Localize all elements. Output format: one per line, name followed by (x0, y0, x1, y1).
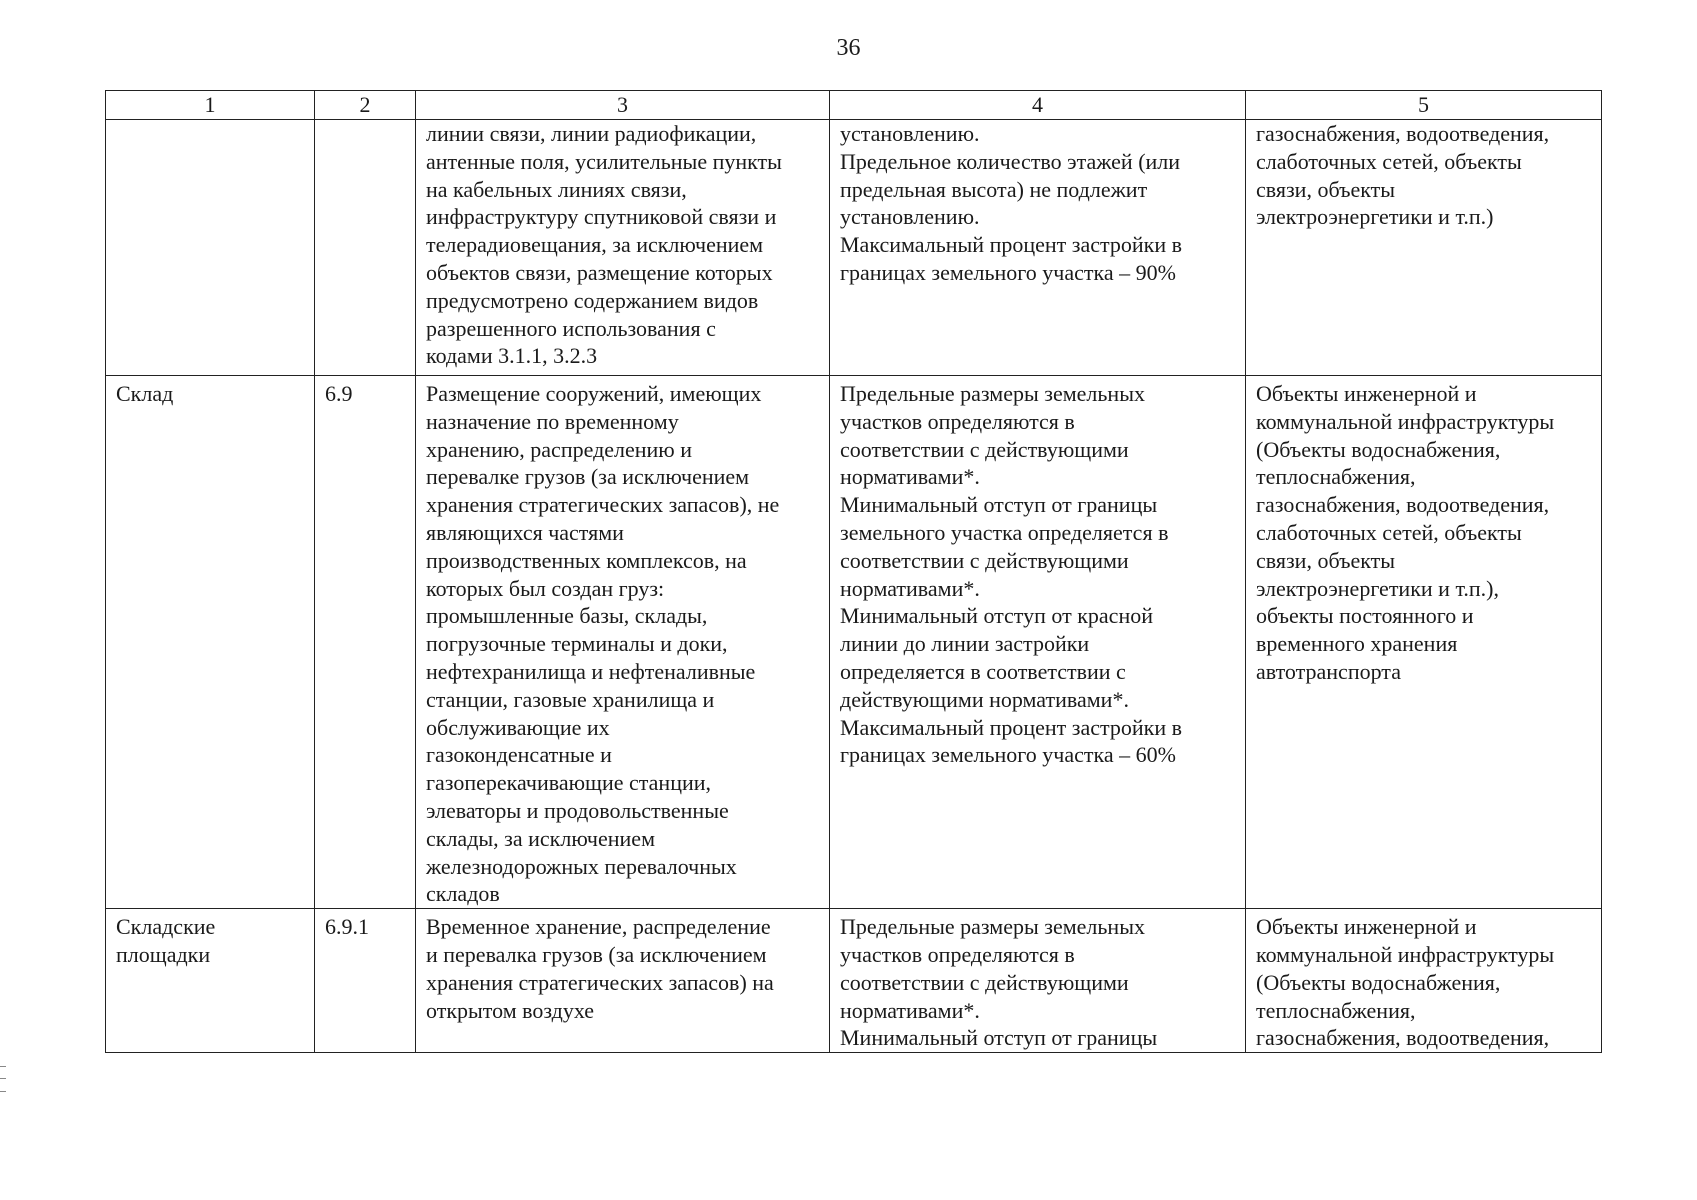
land-use-auxiliary-objects: Объекты инженерной и коммунальной инфраструктуры (Объекты водоснабжения, теплоснабжения, газоснабжения, водоотведения, (1246, 909, 1602, 1053)
land-use-description: Временное хранение, распределение и перевалка грузов (за исключением хранения стратегических запасов) на открытом воздухе (416, 909, 830, 1053)
land-use-auxiliary-objects: Объекты инженерной и коммунальной инфраструктуры (Объекты водоснабжения, теплоснабжения, газоснабжения, водоотведения, слаботочных сетей, объекты связи, объекты электроэнергетики и т.п.), объекты постоянного и временного хранения автотранспорта (1246, 376, 1602, 909)
land-use-parameters: установлению. Предельное количество этажей (или предельная высота) не подлежит установлению. Максимальный процент застройки в границах земельного участка – 90% (830, 120, 1246, 376)
column-header-5: 5 (1246, 91, 1602, 120)
column-header-4: 4 (830, 91, 1246, 120)
table-header-row (106, 91, 1602, 120)
table-row (106, 376, 1602, 909)
scan-margin-mark (0, 1066, 6, 1092)
land-use-parameters: Предельные размеры земельных участков определяются в соответствии с действующими нормативами*. Минимальный отступ от границы (830, 909, 1246, 1053)
land-use-parameters: Предельные размеры земельных участков определяются в соответствии с действующими нормативами*. Минимальный отступ от границы земельного участка определяется в соответствии с действующими нормативами*. Минимальный отступ от красной линии до линии застройки определяется в соответствии с действующими нормативами*. Максимальный процент застройки в границах земельного участка – 60% (830, 376, 1246, 909)
table-row (106, 909, 1602, 1053)
column-header-2: 2 (315, 91, 416, 120)
land-use-name: Склад (106, 376, 315, 909)
land-use-name: Складские площадки (106, 909, 315, 1053)
land-use-code (315, 120, 416, 376)
column-header-1: 1 (106, 91, 315, 120)
land-use-auxiliary-objects: газоснабжения, водоотведения, слаботочных сетей, объекты связи, объекты электроэнергетики и т.п.) (1246, 120, 1602, 376)
page-number: 36 (836, 35, 861, 61)
column-header-3: 3 (416, 91, 830, 120)
land-use-code: 6.9.1 (315, 909, 416, 1053)
land-use-table (105, 90, 1602, 1053)
land-use-name (106, 120, 315, 376)
land-use-code: 6.9 (315, 376, 416, 909)
land-use-description: Размещение сооружений, имеющих назначение по временному хранению, распределению и перевалке грузов (за исключением хранения стратегических запасов), не являющихся частями производственных комплексов, на которых был создан груз: промышленные базы, склады, погрузочные терминалы и доки, нефтехранилища и нефтеналивные станции, газовые хранилища и обслуживающие их газоконденсатные и газоперекачивающие станции, элеваторы и продовольственные склады, за исключением железнодорожных перевалочных складов (416, 376, 830, 909)
table-row (106, 120, 1602, 376)
land-use-description: линии связи, линии радиофикации, антенные поля, усилительные пункты на кабельных линиях связи, инфраструктуру спутниковой связи и телерадиовещания, за исключением объектов связи, размещение которых предусмотрено содержанием видов разрешенного использования с кодами 3.1.1, 3.2.3 (416, 120, 830, 376)
